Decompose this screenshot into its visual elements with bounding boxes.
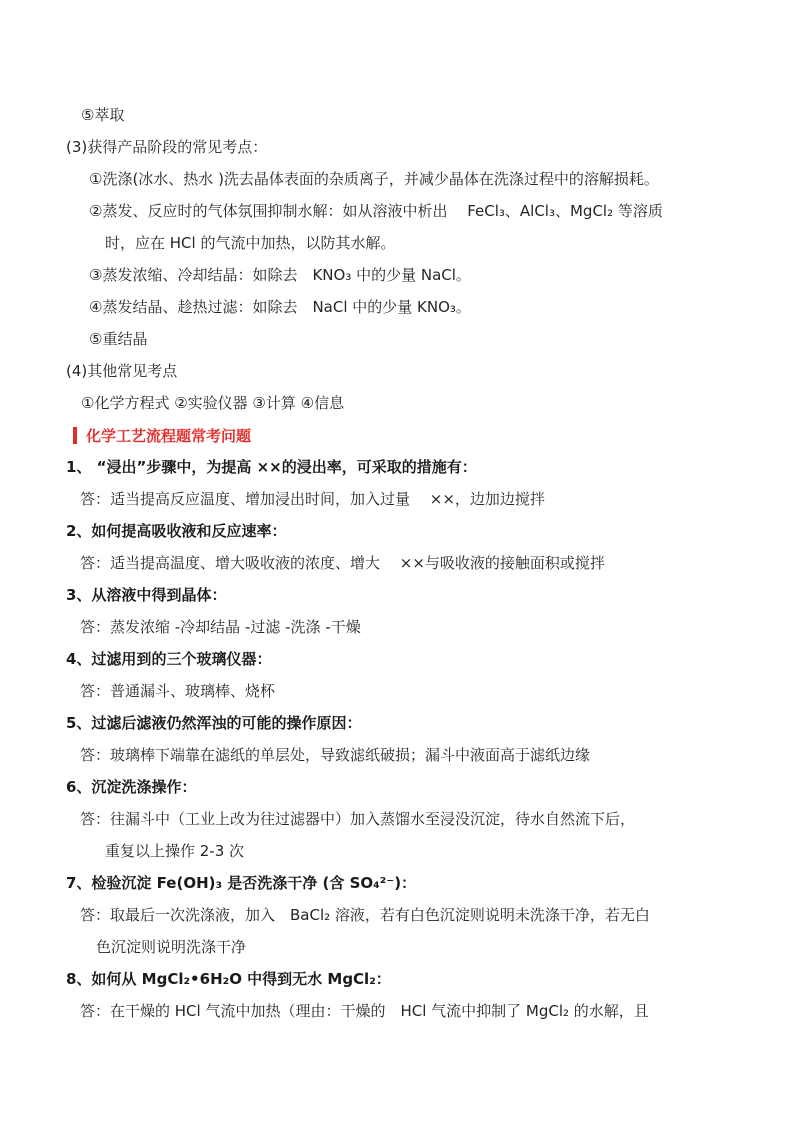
question-2: 2、如何提高吸收液和反应速率： (66, 522, 287, 540)
text-line: ④蒸发结晶、趁热过滤：如除去 NaCl 中的少量 KNO₃。 (89, 298, 471, 316)
section-marker (73, 427, 77, 444)
section-header (73, 425, 251, 445)
subsection-heading: (3)获得产品阶段的常见考点： (66, 138, 268, 156)
answer-5: 答：玻璃棒下端靠在滤纸的单层处，导致滤纸破损；漏斗中液面高于滤纸边缘 (80, 746, 591, 764)
answer-3: 答：蒸发浓缩 -冷却结晶 -过滤 -洗涤 -干燥 (80, 618, 361, 636)
text-line: ③蒸发浓缩、冷却结晶：如除去 KNO₃ 中的少量 NaCl。 (89, 266, 471, 284)
answer-1: 答：适当提高反应温度、增加浸出时间，加入过量 ××，边加边搅拌 (80, 490, 545, 508)
text-line: ②蒸发、反应时的气体氛围抑制水解：如从溶液中析出 FeCl₃、AlCl₃、MgCl₂ 等溶质 (89, 202, 663, 220)
section-title: 化学工艺流程题常考问题 (86, 426, 252, 445)
text-line: ①化学方程式 ②实验仪器 ③计算 ④信息 (81, 394, 345, 412)
question-7: 7、检验沉淀 Fe(OH)₃ 是否洗涤干净 (含 SO₄²⁻)： (66, 874, 417, 892)
answer-2: 答：适当提高温度、增大吸收液的浓度、增大 ××与吸收液的接触面积或搅拌 (80, 554, 605, 572)
question-5: 5、过滤后滤液仍然浑浊的可能的操作原因： (66, 714, 362, 732)
text-line: ⑤重结晶 (89, 330, 148, 348)
question-8: 8、如何从 MgCl₂•6H₂O 中得到无水 MgCl₂： (66, 970, 391, 988)
answer-4: 答：普通漏斗、玻璃棒、烧杯 (80, 682, 276, 700)
answer-8: 答：在干燥的 HCl 气流中加热（理由：干燥的 HCl 气流中抑制了 MgCl₂ 的水解，且 (80, 1002, 649, 1020)
answer-7: 答：取最后一次洗涤液，加入 BaCl₂ 溶液，若有白色沉淀则说明未洗涤干净，若无白 (80, 906, 650, 924)
question-3: 3、从溶液中得到晶体： (66, 586, 227, 604)
subsection-heading: (4)其他常见考点 (66, 362, 178, 380)
text-line: ①洗涤(冰水、热水 )洗去晶体表面的杂质离子，并减少晶体在洗涤过程中的溶解损耗。 (89, 170, 659, 188)
question-6: 6、沉淀洗涤操作： (66, 778, 197, 796)
question-4: 4、过滤用到的三个玻璃仪器： (66, 650, 272, 668)
question-1: 1、 “浸出”步骤中，为提高 ××的浸出率，可采取的措施有： (66, 458, 477, 476)
answer-6: 答：往漏斗中（工业上改为往过滤器中）加入蒸馏水至浸没沉淀，待水自然流下后， (80, 810, 636, 828)
answer-7-continued: 色沉淀则说明洗涤干净 (96, 938, 247, 956)
text-line: ⑤萃取 (81, 106, 125, 124)
text-line: 时，应在 HCl 的气流中加热，以防其水解。 (105, 234, 396, 252)
answer-6-continued: 重复以上操作 2-3 次 (105, 842, 245, 860)
